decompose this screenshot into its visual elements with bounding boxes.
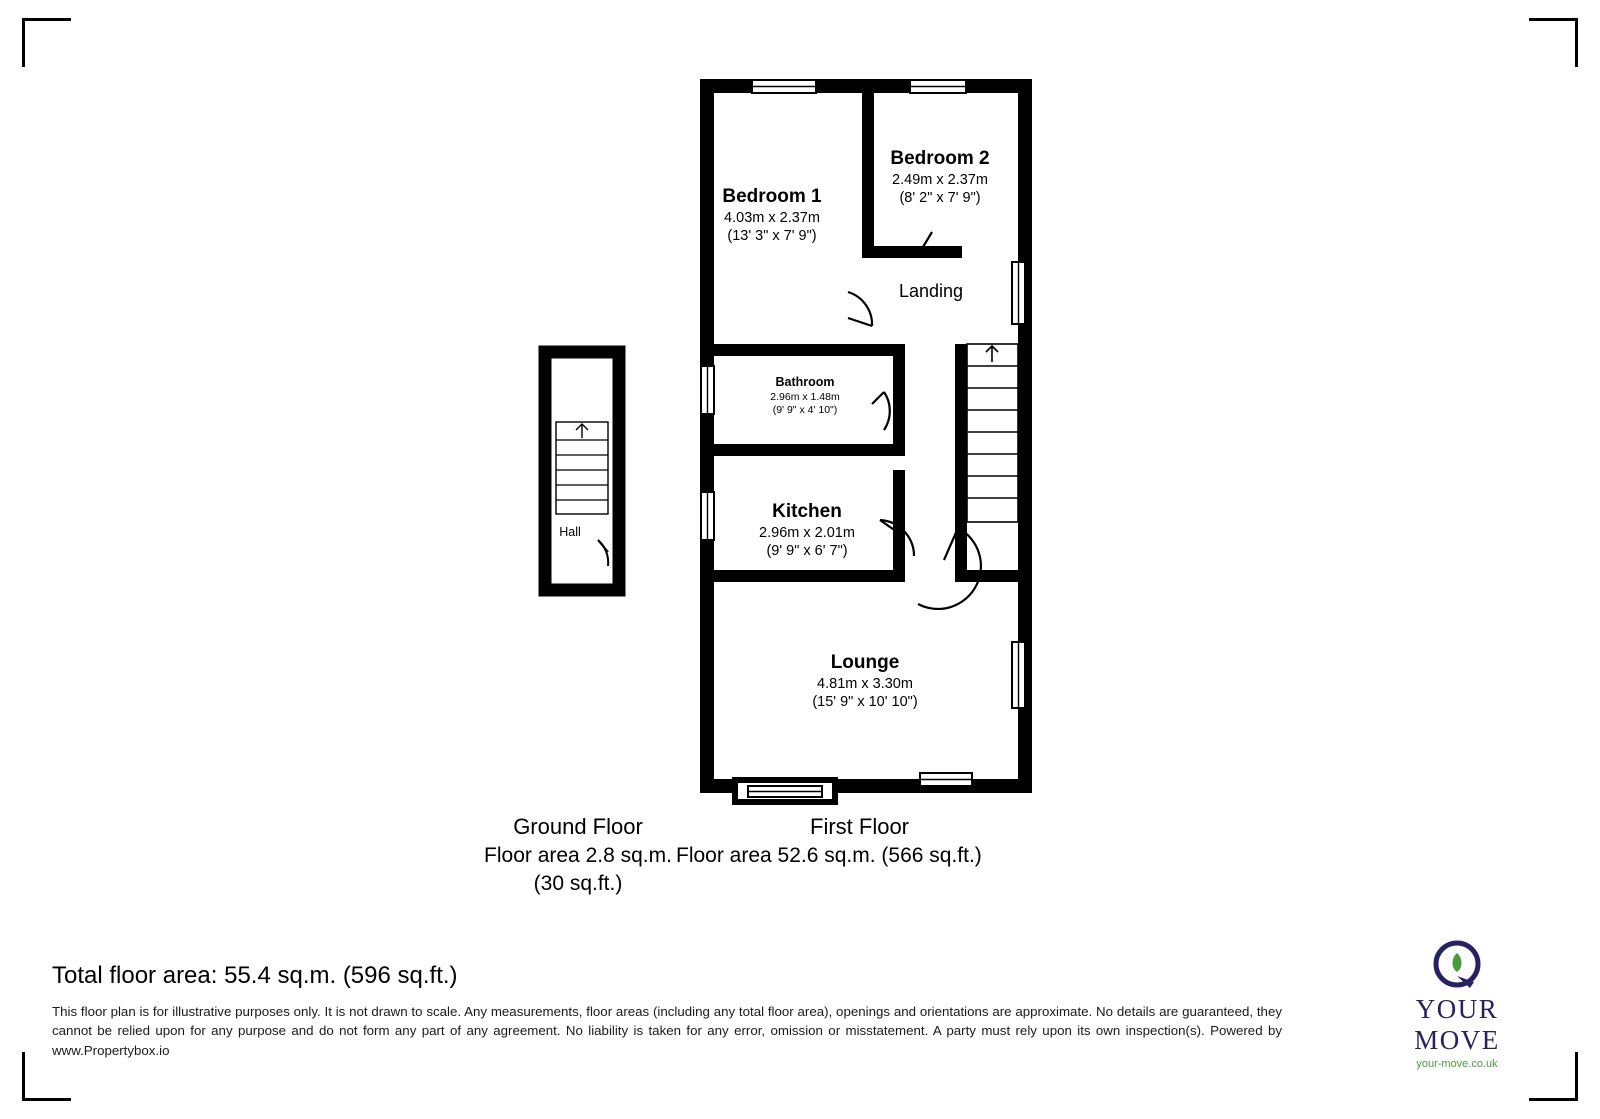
ground-floor-walls — [545, 352, 619, 590]
total-floor-area: Total floor area: 55.4 sq.m. (596 sq.ft.) — [52, 962, 458, 989]
first-floor-caption: First Floor Floor area 52.6 sq.m. (566 sq.ft.) — [676, 814, 982, 867]
room-label-hall: Hall — [559, 525, 581, 539]
brand-logo — [1372, 938, 1542, 1070]
room-label-kitchen: Kitchen 2.96m x 2.01m (9' 9" x 6' 7") — [759, 501, 855, 559]
brand-tagline: your-move.co.uk — [1416, 1058, 1498, 1070]
brand-wordmark: YOUR MOVE — [1414, 994, 1500, 1055]
staircase-first-floor — [967, 344, 1018, 522]
staircase-ground-floor — [556, 422, 608, 514]
circle-leaf-logo-icon — [1430, 938, 1484, 992]
room-label-bedroom-2: Bedroom 2 2.49m x 2.37m (8' 2" x 7' 9") — [890, 148, 990, 206]
room-label-lounge: Lounge 4.81m x 3.30m (15' 9" x 10' 10") — [812, 652, 918, 710]
room-label-bedroom-1: Bedroom 1 4.03m x 2.37m (13' 3" x 7' 9") — [722, 186, 822, 244]
room-label-bathroom: Bathroom 2.96m x 1.48m (9' 9" x 4' 10") — [770, 375, 840, 416]
room-label-landing: Landing — [898, 281, 964, 301]
disclaimer-text: This floor plan is for illustrative purposes only. It is not drawn to scale. Any measurements, floor areas (including any total floor area), openings and orientations are approximate. No details are guaranteed, they cannot be relied upon for any purpose and do not form any part of any agreement. No liability is taken for any error, omission or misstatement. A party must rely upon its own inspection(s). Powered by www.Propertybox.io — [52, 1004, 1282, 1058]
ground-floor-caption: Ground Floor Floor area 2.8 sq.m. (30 sq.ft.) — [484, 814, 672, 896]
